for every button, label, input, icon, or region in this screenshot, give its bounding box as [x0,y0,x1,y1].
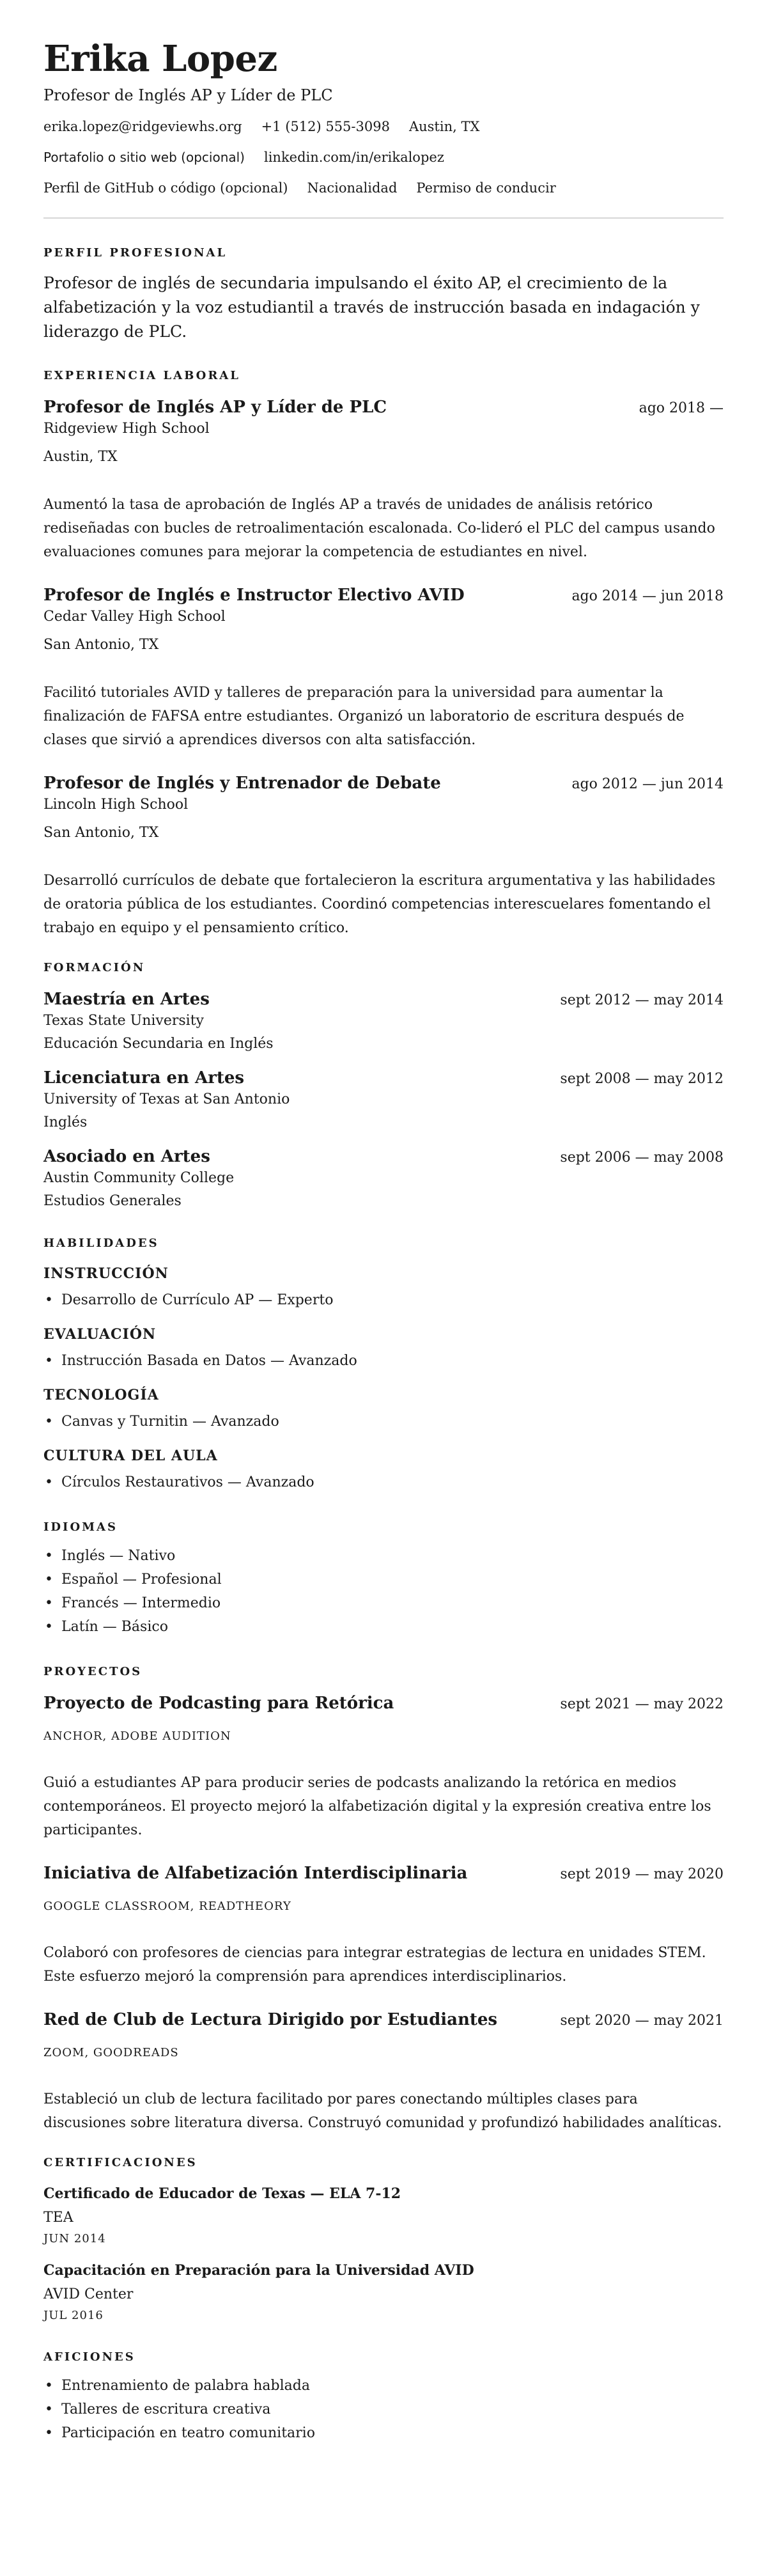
project-dates: sept 2020 — may 2021 [560,2013,724,2029]
extra-info-row [43,178,724,198]
job-description: Facilitó tutoriales AVID y talleres de preparación para la universidad para aumentar la finalización de FAFSA entre estudiantes. Organizó un laboratorio de escritura después de clases que sirvió a aprendices diversos con alta satisfacción. [43,685,685,748]
github-link[interactable]: Perfil de GitHub o código (opcional) [43,180,288,196]
hobbies-title: AFICIONES [43,2350,136,2364]
linkedin-link[interactable]: linkedin.com/in/erikalopez [263,150,444,165]
job-employer: Cedar Valley High School [43,609,226,625]
language-item: • Inglés — Nativo [43,1544,724,1568]
skill-item: • Canvas y Turnitin — Avanzado [43,1410,724,1433]
certification-issuer: AVID Center [43,2286,134,2302]
certifications-section [43,2155,724,2324]
language-item: • Latín — Básico [43,1615,724,1639]
job-dates: ago 2018 — [639,400,724,416]
certification-name: Capacitación en Preparación para la Universidad AVID [43,2262,474,2279]
school-name: Texas State University [43,1013,204,1029]
certification-date: JUN 2014 [43,2232,106,2245]
summary-text: Profesor de inglés de secundaria impulsando el éxito AP, el crecimiento de la alfabetización y la voz estudiantil a través de instrucción basada en indagación y liderazgo de PLC. [43,274,700,341]
skill-list [43,1471,724,1494]
skill-list [43,1349,724,1373]
phone-text: +1 (512) 555-3098 [261,119,390,134]
nationality-text: Nacionalidad [307,180,398,196]
skill-category: CULTURA DEL AULA [43,1448,218,1464]
degree-title: Asociado en Artes [43,1147,210,1166]
education-item [43,1067,724,1133]
job-description: Aumentó la tasa de aprobación de Inglés AP a través de unidades de análisis retórico rediseñadas con bucles de retroalimentación escalonada. Co-lideró el PLC del campus usando evaluaciones comunes para mejorar la competencia de estudiantes en nivel. [43,497,715,560]
projects-section [43,1664,724,2135]
job-description: Desarrolló currículos de debate que fortalecieron la escritura argumentativa y las habilidades de oratoria pública de los estudiantes. Coordinó competencias interescuelares fomentando el trabajo en equipo y el pensamiento crítico. [43,873,716,936]
education-title: FORMACIÓN [43,961,146,974]
hobby-item: • Entrenamiento de palabra hablada [43,2374,724,2398]
degree-title: Licenciatura en Artes [43,1068,245,1088]
skill-category: TECNOLOGÍA [43,1387,159,1403]
school-name: Austin Community College [43,1170,235,1186]
certification-issuer: TEA [43,2210,74,2226]
job-title: Profesor de Inglés e Instructor Electivo AVID [43,586,465,605]
skill-category: INSTRUCCIÓN [43,1265,169,1282]
field-of-study: Educación Secundaria en Inglés [43,1036,274,1052]
certification-item [43,2183,724,2247]
contact-row [43,116,724,137]
skills-section [43,1236,724,1494]
skill-list [43,1288,724,1312]
license-text: Permiso de conducir [416,180,556,196]
hobby-list [43,2374,724,2445]
experience-item [43,584,724,752]
language-item: • Español — Profesional [43,1568,724,1591]
degree-dates: sept 2012 — may 2014 [560,992,724,1008]
job-location: Austin, TX [43,449,118,465]
experience-item [43,396,724,564]
project-item [43,1862,724,1988]
hobbies-section [43,2350,724,2445]
languages-title: IDIOMAS [43,1520,118,1534]
skill-category: EVALUACIÓN [43,1326,157,1343]
project-tools: GOOGLE CLASSROOM, READTHEORY [43,1900,291,1913]
project-description: Colaboró con profesores de ciencias para integrar estrategias de lectura en unidades STEM. Este esfuerzo mejoró la comprensión para aprendices interdisciplinarios. [43,1945,706,1985]
education-section [43,960,724,1212]
hobby-item: • Participación en teatro comunitario [43,2421,724,2445]
resume-header [43,36,724,198]
links-row [43,147,724,168]
skill-item: • Círculos Restaurativos — Avanzado [43,1471,724,1494]
degree-title: Maestría en Artes [43,990,210,1009]
job-employer: Lincoln High School [43,797,189,813]
project-name: Proyecto de Podcasting para Retórica [43,1694,394,1713]
job-dates: ago 2014 — jun 2018 [571,588,724,604]
degree-dates: sept 2008 — may 2012 [560,1071,724,1087]
email-link[interactable]: erika.lopez@ridgeviewhs.org [43,119,242,134]
education-item [43,1146,724,1212]
field-of-study: Inglés [43,1114,88,1130]
certification-name: Certificado de Educador de Texas — ELA 7-12 [43,2185,401,2202]
certifications-title: CERTIFICACIONES [43,2156,198,2169]
summary-section [43,246,724,344]
project-tools: ANCHOR, ADOBE AUDITION [43,1729,231,1743]
field-of-study: Estudios Generales [43,1193,182,1209]
job-location: San Antonio, TX [43,637,159,653]
projects-title: PROYECTOS [43,1665,143,1678]
project-description: Guió a estudiantes AP para producir series de podcasts analizando la retórica en medios contemporáneos. El proyecto mejoró la alfabetización digital y la expresión creativa entre los participantes. [43,1775,711,1838]
skill-item: • Instrucción Basada en Datos — Avanzado [43,1349,724,1373]
skills-title: HABILIDADES [43,1237,159,1250]
job-location: San Antonio, TX [43,825,159,841]
job-title: Profesor de Inglés y Entrenador de Debate [43,774,441,793]
hobby-item: • Talleres de escritura creativa [43,2398,724,2421]
education-item [43,988,724,1054]
languages-section [43,1520,724,1639]
job-employer: Ridgeview High School [43,421,210,437]
header-divider [43,217,724,219]
project-dates: sept 2019 — may 2020 [560,1866,724,1882]
certification-item [43,2260,724,2324]
project-name: Red de Club de Lectura Dirigido por Estudiantes [43,2010,498,2029]
project-item [43,2009,724,2135]
school-name: University of Texas at San Antonio [43,1091,290,1107]
degree-dates: sept 2006 — may 2008 [560,1150,724,1166]
job-dates: ago 2012 — jun 2014 [571,776,724,792]
experience-section [43,368,724,940]
summary-title: PERFIL PROFESIONAL [43,246,228,260]
candidate-name: Erika Lopez [43,38,277,80]
project-item [43,1692,724,1842]
project-tools: ZOOM, GOODREADS [43,2046,179,2059]
project-dates: sept 2021 — may 2022 [560,1696,724,1712]
skill-item: • Desarrollo de Currículo AP — Experto [43,1288,724,1312]
certification-date: JUL 2016 [43,2309,104,2322]
skill-list [43,1410,724,1433]
experience-item [43,772,724,940]
project-name: Iniciativa de Alfabetización Interdisciplinaria [43,1864,468,1883]
job-title: Profesor de Inglés AP y Líder de PLC [43,398,387,417]
project-description: Estableció un club de lectura facilitado por pares conectando múltiples clases para discusiones sobre literatura diversa. Construyó comunidad y profundizó habilidades analíticas. [43,2091,722,2131]
location-text: Austin, TX [408,119,480,134]
experience-title: EXPERIENCIA LABORAL [43,369,240,382]
candidate-headline: Profesor de Inglés AP y Líder de PLC [43,86,333,104]
language-list [43,1544,724,1639]
language-item: • Francés — Intermedio [43,1591,724,1615]
portfolio-link[interactable]: Portafolio o sitio web (opcional) [43,150,245,165]
